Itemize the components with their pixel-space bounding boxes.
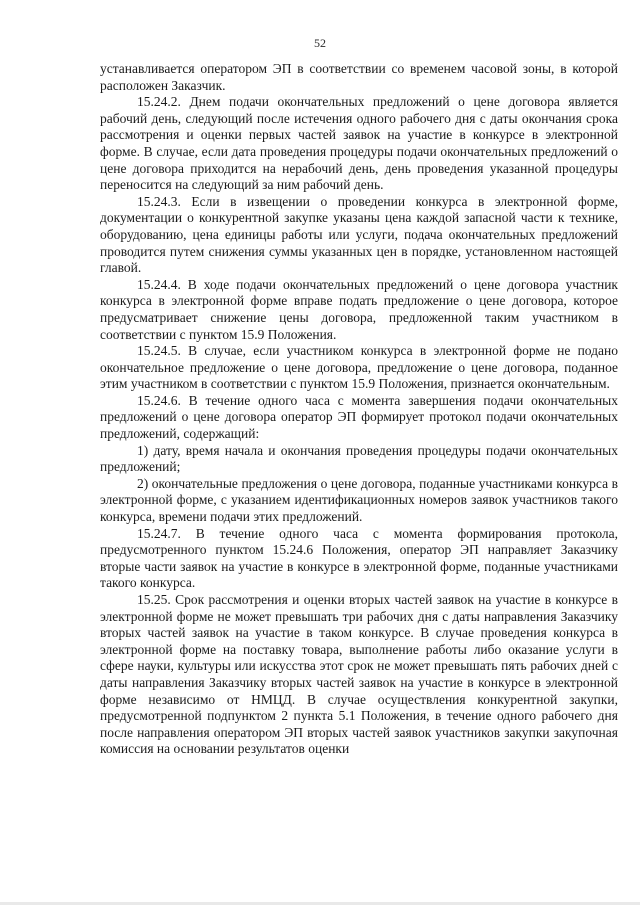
paragraph: 15.24.4. В ходе подачи окончательных предложений о цене договора участник конкурса в электронной форме вправе подать предложение о цене договора, которое предусматривает снижение цены договора, предложенной таким участником в соответствии с пунктом 15.9 Положения.: [100, 276, 618, 342]
paragraph: 1) дату, время начала и окончания проведения процедуры подачи окончательных предложений;: [100, 442, 618, 475]
paragraph: 15.24.6. В течение одного часа с момента завершения подачи окончательных предложений о цене договора оператор ЭП формирует протокол подачи окончательных предложений, содержащий:: [100, 392, 618, 442]
paragraph: 2) окончательные предложения о цене договора, поданные участниками конкурса в электронной форме, с указанием идентификационных номеров заявок участников такого конкурса, времени подачи этих предложений.: [100, 475, 618, 525]
page-number: 52: [314, 36, 326, 50]
paragraph: 15.24.2. Днем подачи окончательных предложений о цене договора является рабочий день, следующий после истечения одного рабочего дня с даты окончания срока рассмотрения и оценки первых частей заявок на участие в конкурсе в электронной форме. В случае, если дата проведения процедуры подачи окончательных предложений о цене договора приходится на нерабочий день, день проведения указанной процедуры переносится на следующий за ним рабочий день.: [100, 94, 618, 193]
document-body: [100, 61, 618, 758]
paragraph: 15.24.7. В течение одного часа с момента формирования протокола, предусмотренного пунктом 15.24.6 Положения, оператор ЭП направляет Заказчику вторые части заявок на участие в конкурсе в электронной форме, поданные участниками такого конкурса.: [100, 525, 618, 591]
paragraph: 15.25. Срок рассмотрения и оценки вторых частей заявок на участие в конкурсе в электронной форме не может превышать три рабочих дня с даты направления Заказчику вторых частей заявок на участие в таком конкурсе. В случае проведения конкурса в электронной форме на поставку товара, выполнение работы либо оказание услуги в сфере науки, культуры или искусства этот срок не может превышать пять рабочих дней с даты направления Заказчику вторых частей заявок на участие в конкурсе в электронной форме независимо от НМЦД. В случае осуществления конкурентной закупки, предусмотренной подпунктом 2 пункта 5.1 Положения, в течение одного рабочего дня после направления оператором ЭП вторых частей заявок участников закупки закупочная комиссия на основании результатов оценки: [100, 592, 618, 757]
paragraph: устанавливается оператором ЭП в соответствии со временем часовой зоны, в которой расположен Заказчик.: [100, 61, 618, 93]
paragraph: 15.24.3. Если в извещении о проведении конкурса в электронной форме, документации о конкурентной закупке указаны цена каждой запасной части к технике, оборудованию, цена единицы работы или услуги, подача окончательных предложений проводится путем снижения суммы указанных цен в порядке, установленном настоящей главой.: [100, 193, 618, 276]
paragraph: 15.24.5. В случае, если участником конкурса в электронной форме не подано окончательное предложение о цене договора, предложение о цене договора, поданное этим участником в соответствии с пунктом 15.9 Положения, признается окончательным.: [100, 343, 618, 392]
